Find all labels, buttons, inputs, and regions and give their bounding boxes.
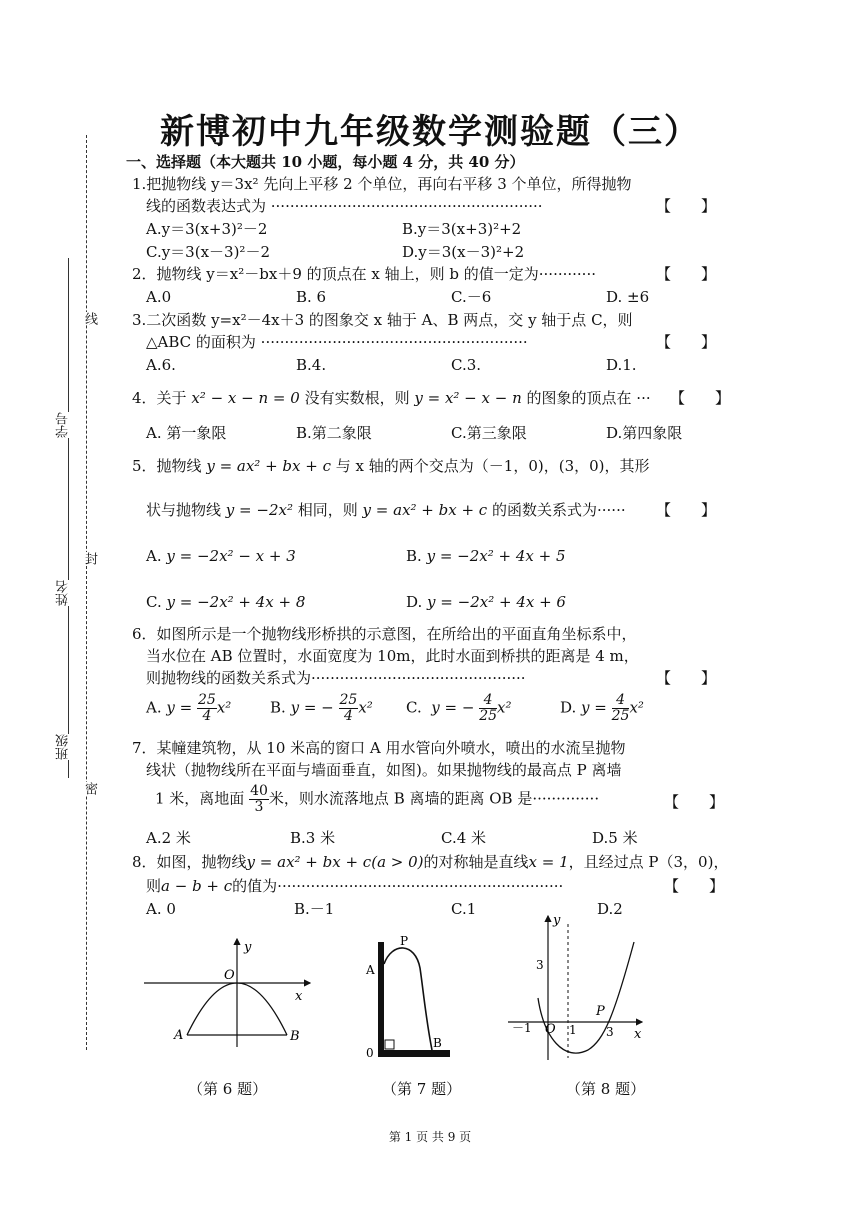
q3-stem-line2: △ABC 的面积为 ························································ [146,333,528,351]
figure-8-parabola-graph [506,912,656,1062]
q7-numerator: 40 [250,783,268,799]
q3-stem-line1: 3.二次函数 y=x²－4x＋3 的图象交 x 轴于 A、B 两点，交 y 轴于点 C，则 [132,311,633,329]
q6-option-c-denominator: 25 [479,708,498,724]
fig8-label-y: y [553,913,561,928]
q5-stem-line2 [146,500,626,520]
fig6-label-b: B [290,1029,300,1044]
q5-text-l2mid: 相同，则 [297,501,358,519]
q6-option-d-post: x² [629,698,644,717]
q5-option-c [146,592,305,612]
q6-option-a-fraction [197,693,217,724]
q7-option-b: B.3 米 [290,829,336,847]
q2-option-d: D. ±6 [606,288,650,306]
q7-stem-line1: 7．某幢建筑物，从 10 米高的窗口 A 用水管向外喷水，喷出的水流呈抛物 [132,739,626,757]
q7-option-a: A.2 米 [146,829,191,847]
q6-option-d-numerator: 4 [612,693,630,709]
q6-bracket: 【 】 [656,669,717,687]
fig6-label-x: x [295,989,303,1004]
q6-stem-line2: 当水位在 AB 位置时，水面宽度为 10m，此时水面到桥拱的距离是 4 m， [146,647,639,665]
figure-7-water-jet [360,930,455,1060]
q5-option-b-eq: y = −2x² + 4x + 5 [426,547,566,565]
q4-equation-2: y = x² − x − n [414,389,522,407]
q8-text-pre: 8．如图，抛物线 [132,853,247,871]
q2-bracket: 【 】 [656,265,717,283]
q4-option-b: B.第二象限 [296,424,372,442]
fig6-label-y: y [244,940,252,955]
q8-text-l2post: 的值为···························································· [232,877,564,895]
q6-option-b-fraction [339,693,359,724]
q1-bracket: 【 】 [656,197,717,215]
q1-option-b: B.y＝3(x+3)²+2 [402,220,522,238]
fig7-label-p: P [400,934,409,948]
q5-text-post: 与 x 轴的两个交点为（－1，0)，(3，0)，其形 [335,457,650,475]
q5-option-d [406,592,566,612]
side-label-xuehao: 学号 [56,412,71,438]
q7-option-d: D.5 米 [592,829,638,847]
q6-option-a-label: A. [146,698,162,717]
q6-option-b-denominator: 4 [343,708,353,724]
q6-option-a [146,693,231,724]
side-label-mi: 密 [82,782,97,795]
page-footer: 第 1 页 共 9 页 [388,1130,472,1144]
side-label-feng: 封 [82,552,97,565]
q8-equation-2: x = 1 [528,853,569,871]
q7-denominator: 3 [254,799,264,815]
q5-option-d-label: D. [406,593,423,611]
q6-option-a-numerator: 25 [197,692,216,708]
q7-stem-line2: 线状（抛物线所在平面与墙面垂直，如图)。如果抛物线的最高点 P 离墙 [146,761,622,779]
q5-equation-1: y = ax² + bx + c [206,457,331,475]
q8-text-post: ，且经过点 P（3，0)， [568,853,729,871]
q6-option-c-numerator: 4 [479,693,497,709]
side-label-xingming: 姓名 [56,580,71,606]
figure-8-caption: （第 8 题） [566,1080,646,1098]
q5-option-a-eq: y = −2x² − x + 3 [166,547,296,565]
side-label-xian: 线 [82,312,97,325]
q4-option-a: A. 第一象限 [146,424,227,442]
fig8-label-1: 1 [569,1023,577,1037]
q6-option-b-label: B. [270,698,286,717]
q6-option-a-pre: y = [166,698,193,717]
q5-option-b [406,546,566,566]
q6-stem-line1: 6．如图所示是一个抛物线形桥拱的示意图，在所给出的平面直角坐标系中， [132,625,637,643]
figure-6-bridge-arch [138,935,318,1050]
q7-bracket: 【 】 [664,793,725,811]
q6-option-c [406,693,512,724]
q1-option-c: C.y＝3(x－3)²－2 [146,243,270,261]
q7-stem-line3 [155,784,599,815]
q6-option-a-denominator: 4 [202,708,212,724]
q8-bracket: 【 】 [664,877,725,895]
q4-bracket: 【 】 [670,389,731,407]
q8-option-b: B.－1 [294,900,335,918]
fig7-label-o: 0 [366,1046,374,1060]
q6-option-b-numerator: 25 [339,692,358,708]
q7-option-c: C.4 米 [441,829,487,847]
q2-option-a: A.0 [146,288,172,306]
binding-line [86,135,87,1050]
q6-option-b-pre: y = − [290,698,334,717]
q1-stem-line1: 1.把抛物线 y＝3x² 先向上平移 2 个单位，再向右平移 3 个单位，所得抛物 [132,175,632,193]
q3-option-a: A.6. [146,356,176,374]
q3-option-b: B.4. [296,356,327,374]
q4-option-c: C.第三象限 [451,424,527,442]
q5-option-d-eq: y = −2x² + 4x + 6 [427,593,566,611]
fig6-label-o: O [224,968,235,983]
q2-option-b: B. 6 [296,288,327,306]
q6-stem-line3: 则抛物线的函数关系式为············································· [146,669,526,687]
q3-bracket: 【 】 [656,333,717,351]
q4-equation-1: x² − x − n = 0 [191,389,300,407]
fig8-label-x: x [634,1027,642,1042]
q5-option-a-label: A. [146,547,162,565]
fig8-label-p: P [596,1004,605,1019]
fig8-label-neg1: －1 [512,1021,532,1035]
q8-stem-line2 [146,876,563,896]
q6-option-c-label: C. [406,698,422,717]
q8-text-mid: 的对称轴是直线 [423,853,529,871]
q6-option-d [560,693,644,724]
q5-equation-2: y = −2x² [225,501,293,519]
q6-option-c-fraction [479,693,497,724]
q5-text-l2post: 的函数关系式为······ [492,501,626,519]
fig8-label-3: 3 [606,1025,614,1039]
q8-stem-line1 [132,852,728,872]
q5-text-l2pre: 状与抛物线 [146,501,222,519]
q6-option-d-pre: y = [581,698,607,717]
fig7-water-arc [384,948,432,1050]
page-title: 新博初中九年级数学测验题（三） [160,112,700,152]
q6-option-b-post: x² [358,698,373,717]
q1-option-a: A.y＝3(x+3)²－2 [146,220,268,238]
fig7-right-angle [385,1040,394,1049]
q4-text-pre: 4．关于 [132,389,187,407]
q8-text-l2pre: 则 [146,877,162,895]
q8-equation-3: a − b + c [161,877,233,895]
q7-text-pre: 1 米，离地面 [155,789,245,808]
q6-option-c-post: x² [497,698,512,717]
q8-option-c: C.1 [451,900,477,918]
q5-option-c-label: C. [146,593,162,611]
q7-fraction [249,784,269,815]
student-info-line [68,258,69,778]
figure-7-caption: （第 7 题） [382,1080,462,1098]
q5-equation-3: y = ax² + bx + c [362,501,488,519]
q8-option-d: D.2 [597,900,623,918]
q5-option-a [146,546,296,566]
q6-option-d-fraction [612,693,630,724]
q5-text-pre: 5．抛物线 [132,457,202,475]
q6-option-c-pre: y = − [431,698,475,717]
fig8-label-y3: 3 [536,958,544,972]
q7-text-post: 米，则水流落地点 B 离墙的距离 OB 是·············· [268,789,600,808]
q4-text-post: 的图象的顶点在 ··· [526,389,651,407]
q5-option-c-eq: y = −2x² + 4x + 8 [166,593,306,611]
q4-stem [132,388,651,408]
q6-option-a-post: x² [216,698,232,717]
fig6-label-a: A [174,1028,184,1043]
q5-bracket: 【 】 [656,501,717,519]
q2-stem: 2．抛物线 y＝x²－bx＋9 的顶点在 x 轴上，则 b 的值一定为············ [132,265,596,283]
fig8-label-o: O [545,1022,556,1037]
q2-option-c: C.－6 [451,288,492,306]
q5-option-b-label: B. [406,547,422,565]
q4-option-d: D.第四象限 [606,424,683,442]
q3-option-c: C.3. [451,356,482,374]
side-label-banji: 班级 [56,734,71,760]
q4-text-mid: 没有实数根，则 [304,389,410,407]
q5-stem-line1 [132,456,650,476]
fig7-ground [378,1050,450,1057]
q8-option-a: A. 0 [146,900,176,918]
q3-option-d: D.1. [606,356,637,374]
q8-equation-1: y = ax² + bx + c(a > 0) [246,853,424,871]
q1-option-d: D.y＝3(x－3)²+2 [402,243,525,261]
fig7-label-b: B [433,1036,442,1050]
fig7-label-a: A [366,963,375,977]
q6-option-d-label: D. [560,698,577,717]
q6-option-d-denominator: 25 [611,708,630,724]
fig7-wall [378,942,384,1056]
section-header: 一、选择题（本大题共 10 小题，每小题 4 分，共 40 分） [126,153,525,171]
figure-6-caption: （第 6 题） [188,1080,268,1098]
q6-option-b [270,693,373,724]
q1-stem-line2: 线的函数表达式为 ························································· [146,197,543,215]
